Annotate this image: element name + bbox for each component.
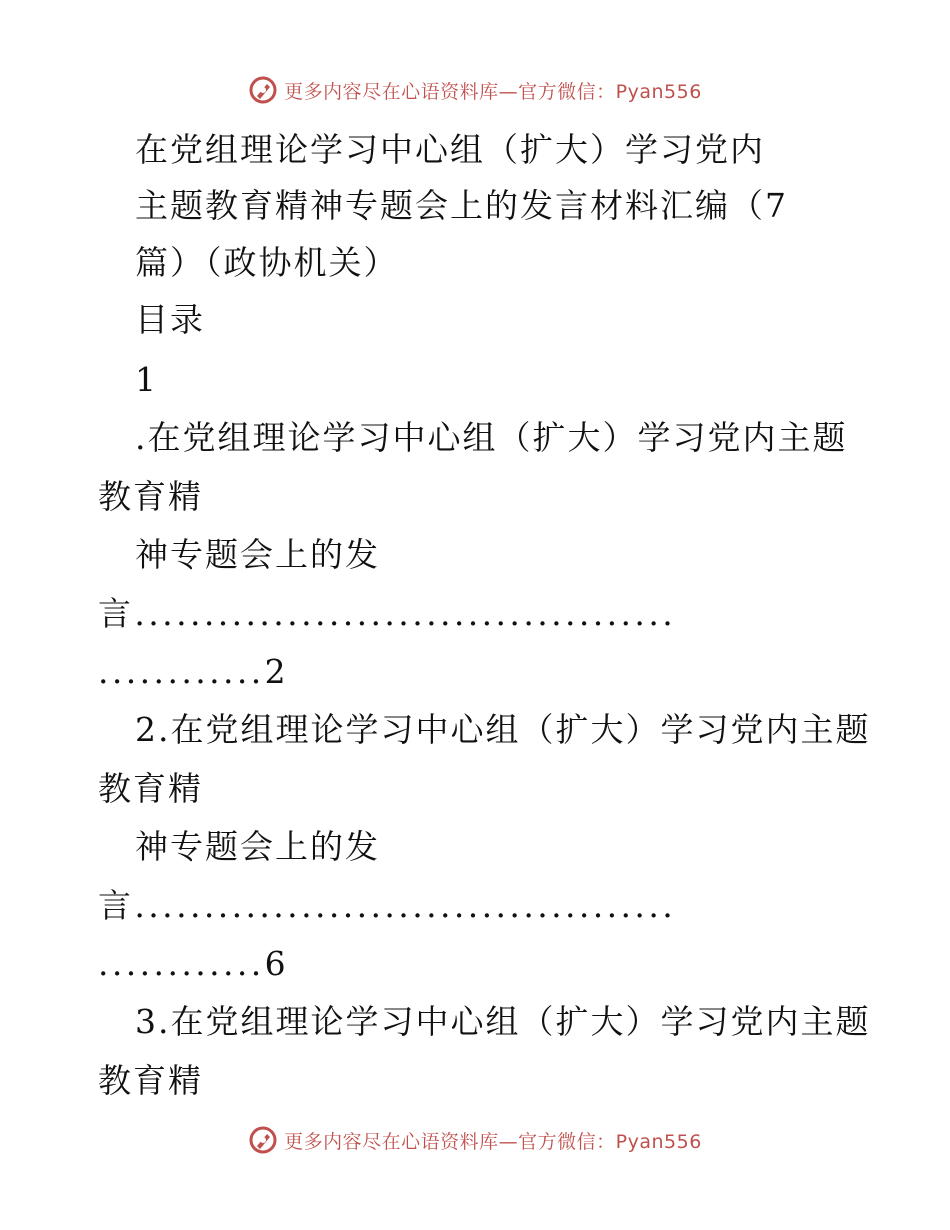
toc-entry-2-line-3: 神专题会上的发 — [135, 827, 380, 866]
toc-entry-3-line-1: 3.在党组理论学习中心组（扩大）学习党内主题 — [135, 1002, 871, 1041]
toc-entry-1-line-4: 言....................................... — [98, 594, 677, 633]
title-line-1: 在党组理论学习中心组（扩大）学习党内 — [135, 130, 765, 169]
title-line-3: 篇）（政协机关） — [135, 243, 399, 282]
toc-entry-1-line-3: 神专题会上的发 — [135, 535, 380, 574]
toc-entry-2-line-1: 2.在党组理论学习中心组（扩大）学习党内主题 — [135, 710, 871, 749]
header-banner-text: 更多内容尽在心语资料库—官方微信：Pyan556 — [284, 80, 702, 103]
toc-entry-3-line-2: 教育精 — [98, 1061, 203, 1100]
title-line-2: 主题教育精神专题会上的发言材料汇编（7 — [135, 186, 788, 225]
pen-circle-logo-icon — [248, 1125, 278, 1155]
toc-entry-1-line-2: 教育精 — [98, 477, 203, 516]
footer-banner — [0, 1120, 950, 1160]
toc-entry-2-line-2: 教育精 — [98, 769, 203, 808]
toc-entry-1-line-5: ............2 — [98, 652, 290, 691]
toc-entry-1-line-1: .在党组理论学习中心组（扩大）学习党内主题 — [135, 418, 848, 457]
footer-banner-text: 更多内容尽在心语资料库—官方微信：Pyan556 — [284, 1130, 702, 1153]
toc-entry-2-line-5: ............6 — [98, 944, 290, 983]
toc-heading: 目录 — [135, 300, 205, 339]
toc-entry-1-number: 1 — [135, 360, 158, 399]
toc-entry-2-line-4: 言....................................... — [98, 886, 677, 925]
